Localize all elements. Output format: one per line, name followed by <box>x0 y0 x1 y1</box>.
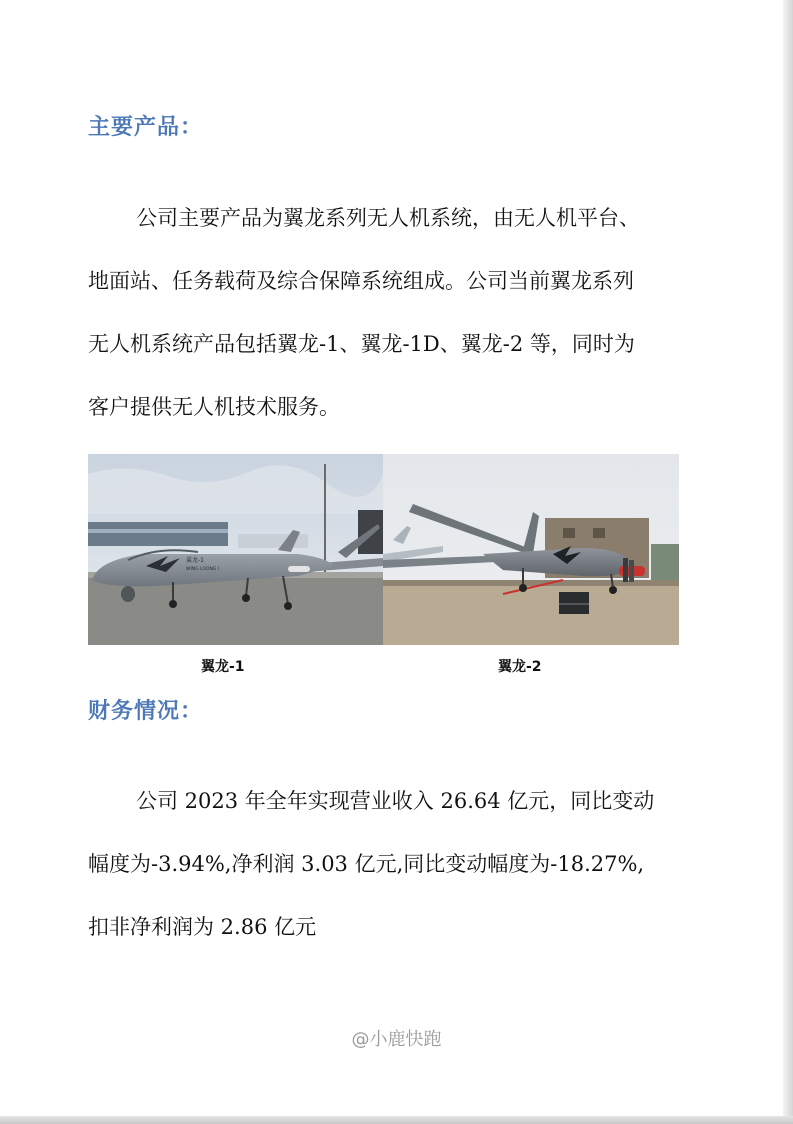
finance-paragraph <box>88 770 708 959</box>
image-caption-2: 翼龙-2 <box>498 659 542 675</box>
watermark: @小鹿快跑 <box>351 1029 442 1050</box>
drone-marking-en: WING LOONG I <box>186 567 220 572</box>
paragraph-line: 地面站、任务载荷及综合保障系统组成。公司当前翼龙系列 <box>88 269 634 293</box>
wing-loong-1-photo <box>88 454 383 645</box>
page-bottom-shadow <box>0 1116 793 1124</box>
paragraph-line: 扣非净利润为 2.86 亿元 <box>88 915 317 939</box>
products-paragraph <box>88 187 708 439</box>
products-heading: 主要产品： <box>88 115 204 140</box>
wing-loong-2-photo <box>383 454 679 645</box>
paragraph-line: 公司 2023 年全年实现营业收入 26.64 亿元，同比变动 <box>136 789 655 813</box>
image-caption-1: 翼龙-1 <box>201 659 245 675</box>
paragraph-line: 客户提供无人机技术服务。 <box>88 395 340 419</box>
finance-heading: 财务情况： <box>88 699 204 724</box>
paragraph-line: 幅度为-3.94%,净利润 3.03 亿元,同比变动幅度为-18.27%, <box>88 852 645 876</box>
page-edge-shadow <box>783 0 793 1124</box>
drone-marking: 翼龙-1 <box>186 557 204 564</box>
paragraph-line: 无人机系统产品包括翼龙-1、翼龙-1D、翼龙-2 等，同时为 <box>88 332 635 356</box>
paragraph-line: 公司主要产品为翼龙系列无人机系统，由无人机平台、 <box>136 206 640 230</box>
